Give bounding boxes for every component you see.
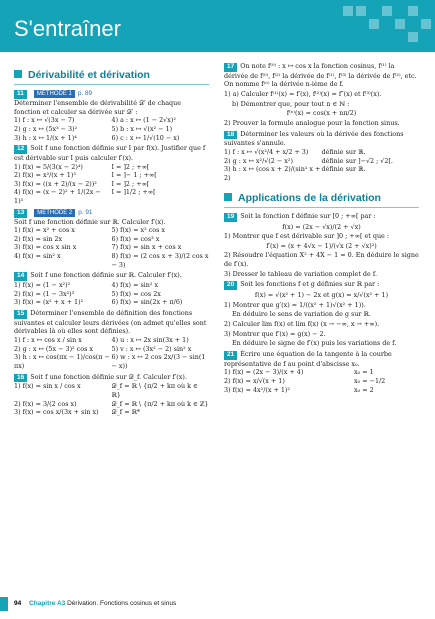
section-title-derivabilite: Dérivabilité et dérivation [14,66,209,85]
question: 2) Calculer lim f(x) et lim f(x) (x → −∞, x → +∞). [224,320,380,329]
question: b) Démontrer que, pour tout n ∈ ℕ : [232,99,350,108]
page-ref[interactable]: p. 89 [77,90,93,98]
exercise-number: 17 [224,63,237,72]
exercise-number: 15 [14,310,27,319]
exercise-text: Soit f une fonction définie sur ℝ. Calculer f′(x). [30,271,182,280]
item: 8) f(x) = (2 cos x + 3)/(2 cos x − 3) [111,252,209,269]
item: 3) f(x) = cos x sin x [14,243,77,252]
item: 3) f(x) = cos x/(3x + sin x) [14,408,99,417]
exercise-20 [224,280,419,348]
exercise-15 [14,309,209,371]
item: 3) f(x) = (x² + x + 1)² [14,298,84,307]
method-badge[interactable]: MÉTHODE 1 [34,90,75,98]
formula: f′(x) = (x + 4√x − 1)/(√x (2 + √x)²) [266,241,377,250]
question: 3) Dresser le tableau de variation complet de f. [224,269,378,278]
item: 2) f(x) = 3/(2 cos x) [14,399,77,408]
question: 1) a) Calculer f⁽¹⁾(x) = f′(x), f⁽²⁾(x) = f″(x) et f⁽³⁾(x). [224,90,382,99]
question: 1) Montrer que f est dérivable sur ]0 ; +∞[ et que : [224,232,390,241]
exercise-text: Soit les fonctions f et g définies sur ℝ par : [240,280,380,289]
section-title-applications: Applications de la dérivation [224,189,419,208]
exercise-text: On note f⁽⁰⁾ : x ↦ cos x la fonction cosinus, f⁽¹⁾ la dérivée de f⁽⁰⁾, f⁽²⁾ la dérivée de f⁽¹⁾, f⁽³⁾ la dérivée de f⁽²⁾, etc. On nomme f⁽ⁿ⁾ la dérivée n-ième de f. [224,62,417,89]
item: 6) f(x) = sin(2x + π/6) [111,298,183,307]
abscissa: x₀ = 2 [354,385,374,394]
domain: définie sur ]−√2 ; √2[. [321,156,393,165]
item: 2) g : x ↦ (5x − 3)² cos x [14,344,93,353]
item: 3) h : x ↦ 1/(x + 1)⁴ [14,133,77,142]
header-band [0,0,435,52]
exercise-16 [14,373,209,417]
item: 3) f(x) = ((x + 2)/(x − 2))² [14,179,97,188]
question: 2) Prouver la formule analogue pour la fonction sinus. [224,118,400,127]
item: 1) f(x) = (1 − x²)² [14,281,71,290]
domain: 𝒟_f = ℝ \ {π/2 + kπ où k ∈ ℝ} [111,382,198,400]
item: 4) u : x ↦ 2x sin(3x + 1) [111,336,189,345]
formula: f(x) = √(x² + 1) − 2x et g(x) = x/√(x² + 1) [254,291,389,300]
exercise-14 [14,271,209,307]
item: 2) f(x) = sin 2x [14,234,63,243]
exercise-text: Soit f une fonction définie sur 𝒟_f. Calculer f′(x). [30,372,187,381]
item: 2) f(x) = x/√(x + 1) [224,377,285,386]
item: 7) f(x) = sin x + cos x [111,243,182,252]
exercise-number: 14 [14,272,27,281]
item: 2) f(x) = (1 − 3x²)³ [14,289,75,298]
chapter-title: Dérivation. Fonctions cosinus et sinus [67,600,177,607]
exercise-text: Soit f une fonction définie sur ℝ. Calculer f′(x). [14,217,166,226]
exercise-18 [224,130,419,183]
item: 1) f(x) = x² + cos x [14,226,75,235]
page-title: S'entraîner [14,16,121,41]
exercise-number: 13 [14,209,27,218]
exercise-text: Déterminer les valeurs où la dérivée des fonctions suivantes s'annule. [224,129,404,148]
footer-bar [0,597,8,611]
exercise-number: 20 [224,281,237,290]
exercise-number: 16 [14,374,27,383]
domain: définie sur ℝ. [321,148,366,157]
domain: 𝒟_f = ℝ* [111,408,141,417]
abscissa: x₀ = 1 [354,368,374,377]
exercise-11 [14,89,209,142]
item: 1) f : x ↦ cos x / sin x [14,336,82,345]
item: 5) f(x) = x² cos x [111,226,166,235]
page-number: 94 [14,600,22,607]
exercise-13 [14,208,209,270]
item: 2) g : x ↦ x²/√(2 − x²) [224,156,293,165]
page-footer [14,600,176,609]
item: 1) f(x) = (2x − 3)/(x + 4) [224,368,304,377]
item: 1) f : x ↦ √(3x − 7) [14,116,75,125]
exercise-text: Déterminer l'ensemble de définition des fonctions suivantes et calculer leurs dérivées (on admet qu'elles sont dérivables là où elles sont définies). [14,309,207,336]
method-badge[interactable]: MÉTHODE 2 [34,209,75,217]
item: 6) w : x ↦ 2 cos 2x/(3 − sin(1 − x)) [111,353,206,371]
exercise-12 [14,144,209,206]
item: 5) v : x ↦ (3x² − 2) sin² x [111,344,192,353]
exercise-text: Soit la fonction f définie sur [0 ; +∞[ par : [240,211,376,220]
left-column [14,60,209,419]
interval: I = ]1/2 ; +∞[ [111,188,156,197]
item: 3) h : x ↦ cos(πx − 1)/cos(π − πx) [14,353,110,371]
exercise-number: 11 [14,90,27,99]
exercise-19 [224,212,419,279]
exercise-number: 12 [14,145,27,154]
item: 1) f(x) = 5/(3(x − 2)⁴) [14,162,83,171]
chapter-label: Chapitre A3 [29,600,66,607]
domain: définie sur ℝ. [321,165,366,174]
question: En déduire le sens de variation de g sur ℝ. [232,310,371,319]
formula: f(x) = (2x − √x)/(2 + √x) [282,222,361,231]
interval: I = ]2 ; +∞[ [111,179,150,188]
item: 4) a : x ↦ (1 − 2√x)² [111,116,176,125]
item: 3) f(x) = 4x²/(x + 1)² [224,385,290,394]
interval: I = ]2 ; +∞[ [111,162,150,171]
item: 4) f(x) = sin² x [14,252,61,261]
question: 2) Résoudre l'équation X² + 4X − 1 = 0. En déduire le signe de f′(x). [224,251,419,269]
item: 2) g : x ↦ (5x³ − 3)² [14,124,78,133]
page-ref[interactable]: p. 91 [78,208,93,216]
formula: f⁽ⁿ⁾(x) = cos(x + nπ/2) [286,109,357,118]
question: 1) Montrer que g′(x) = 1/((x² + 1)√(x² + 1)). [224,300,366,309]
exercise-number: 18 [224,131,237,140]
item: 5) b : x ↦ √(x² − 1) [111,124,173,133]
exercise-number: 19 [224,213,237,222]
item: 5) f(x) = cos 2x [111,289,161,298]
item: 1) f : x ↦ √(x²/4 + x/2 + 3) [224,148,309,157]
question: En déduire le signe de f′(x) puis les variations de f. [232,339,397,348]
item: 4) f(x) = sin² x [111,281,159,290]
item: 6) f(x) = cos³ x [111,234,160,243]
exercise-number: 21 [224,351,237,360]
item: 6) c : x ↦ 1/√(10 − x) [111,133,180,142]
right-column [224,60,419,396]
domain: 𝒟_f = ℝ \ {π/2 + kπ où k ∈ ℤ} [111,399,209,408]
exercise-text: Écrire une équation de la tangente à la courbe représentative de f au point d'abscisse x₀. [224,349,392,368]
item: 3) h : x ↦ (cos x + 2)/(sin² x + 2) [224,165,321,182]
abscissa: x₀ = −1/2 [354,377,386,386]
item: 1) f(x) = sin x / cos x [14,382,81,391]
interval: I = ]− 1 ; +∞[ [111,171,157,180]
exercise-21 [224,350,419,394]
exercise-text: Soit f une fonction définie sur I par f(x). Justifier que f est dérivable sur I puis calculer f′(x). [14,144,206,162]
item: 2) f(x) = x²/(x + 1)³ [14,171,76,180]
question: 3) Montrer que f′(x) = g(x) − 2. [224,329,326,338]
exercise-17 [224,62,419,128]
exercise-text: Déterminer l'ensemble de dérivabilité 𝒟′ de chaque fonction et calculer sa dérivée sur 𝒟′ : [14,98,182,116]
item: 4) f(x) = (x − 2)² + 1/(2x − 1)³ [14,188,101,206]
